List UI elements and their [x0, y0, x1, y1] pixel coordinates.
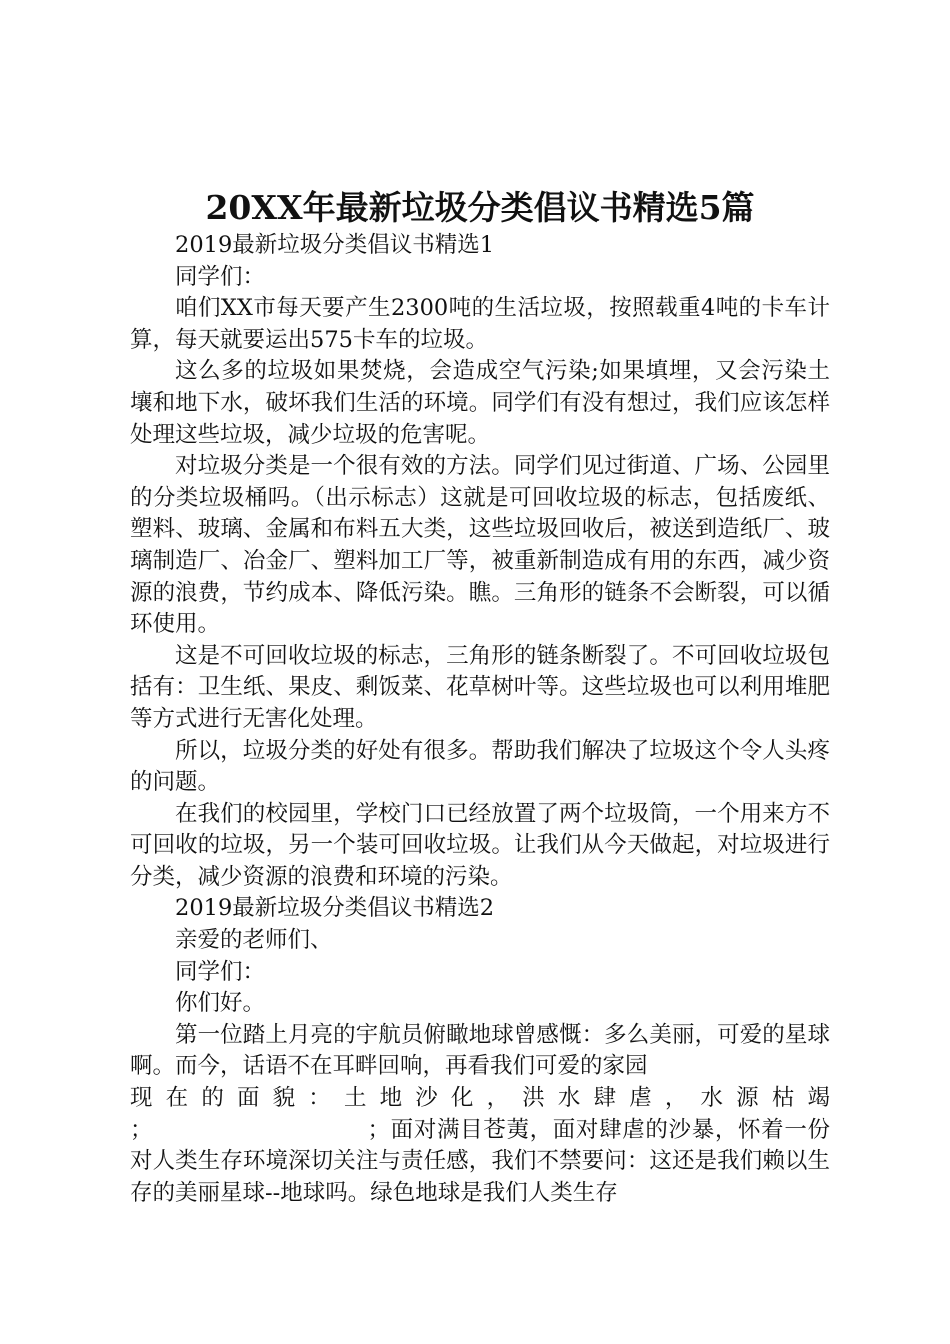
- greeting: 你们好。: [175, 990, 266, 1017]
- section-heading-1: 2019最新垃圾分类倡议书精选1: [175, 232, 495, 258]
- document-title: 20XX年最新垃圾分类倡议书精选5篇: [205, 188, 755, 227]
- paragraph: 这么多的垃圾如果焚烧，会造成空气污染;如果填埋，又会污染土壤和地下水，破坏我们生活的环境。同学们有没有想过，我们应该怎样处理这些垃圾，减少垃圾的危害呢。: [130, 358, 830, 448]
- paragraph: 这是不可回收垃圾的标志，三角形的链条断裂了。不可回收垃圾包括有：卫生纸、果皮、剩饭菜、花草树叶等。这些垃圾也可以利用堆肥等方式进行无害化处理。: [130, 642, 830, 732]
- paragraph-continuation: [130, 1115, 830, 1210]
- salutation-2b: 同学们：: [175, 958, 266, 985]
- section-heading-2: 2019最新垃圾分类倡议书精选2: [175, 895, 495, 922]
- document-page: [130, 186, 830, 1209]
- paragraph: 对垃圾分类是一个很有效的方法。同学们见过街道、广场、公园里的分类垃圾桶吗。（出示标志）这就是可回收垃圾的标志，包括废纸、塑料、玻璃、金属和布料五大类，这些垃圾回收后，被送到造纸厂、玻璃制造厂、冶金厂、塑料加工厂等，被重新制造成有用的东西，减少资源的浪费，节约成本、降低污染。瞧。三角形的链条不会断裂，可以循环使用。: [130, 453, 830, 638]
- paragraph: 在我们的校园里，学校门口已经放置了两个垃圾筒，一个用来方不可回收的垃圾，另一个装可回收垃圾。让我们从今天做起，对垃圾进行分类，减少资源的浪费和环境的污染。: [130, 800, 830, 890]
- spaced-line: 现在的面貌：土地沙化，洪水肆虐，水源枯竭: [130, 1085, 830, 1112]
- paragraph: 所以，垃圾分类的好处有很多。帮助我们解决了垃圾这个令人头疼的问题。: [130, 737, 830, 796]
- paragraph: 咱们XX市每天要产生2300吨的生活垃圾，按照载重4吨的卡车计算，每天就要运出575卡车的垃圾。: [130, 295, 830, 353]
- continuation-text: ；面对满目苍荑，面对肆虐的沙暴，怀着一份对人类生存环境深切关注与责任感，我们不禁要问：这还是我们赖以生存的美丽星球--地球吗。绿色地球是我们人类生存: [130, 1116, 830, 1206]
- paragraph: 第一位踏上月亮的宇航员俯瞰地球曾感慨：多么美丽，可爱的星球啊。而今，话语不在耳畔回响，再看我们可爱的家园: [130, 1021, 830, 1080]
- semicolon-text: ；: [130, 1116, 153, 1143]
- salutation-1: 同学们：: [175, 263, 266, 290]
- salutation-2a: 亲爱的老师们、: [175, 927, 333, 954]
